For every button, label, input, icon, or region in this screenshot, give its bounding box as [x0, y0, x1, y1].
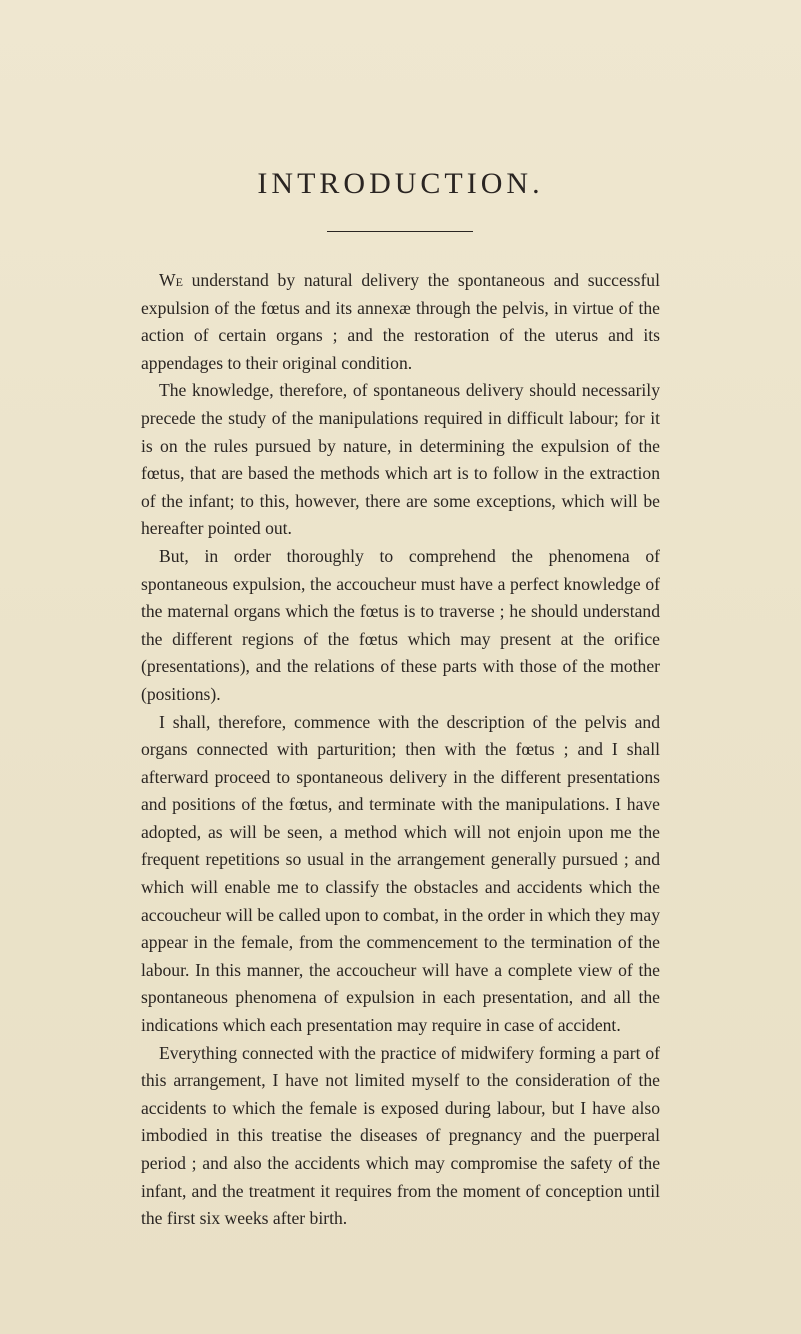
paragraph: [141, 377, 660, 543]
paragraph-text: I shall, therefore, commence with the description of the pelvis and organs connected with parturition; then with the fœtus ; and I shall afterward proceed to spontaneous delivery in the different presentations and positions of the fœtus, and terminate with the manipulations. I have adopted, as will be seen, a method which will not enjoin upon me the frequent repetitions so usual in the arrangement generally pursued ; and which will enable me to classify the obstacles and accidents which the accoucheur will be called upon to combat, in the order in which they may appear in the female, from the commencement to the termination of the labour. In this manner, the accoucheur will have a complete view of the spontaneous phenomena of expulsion in each presentation, and all the indications which each presentation may require in case of accident.: [141, 711, 660, 1036]
paragraph-lead: We: [159, 270, 183, 290]
chapter-title: INTRODUCTION.: [257, 167, 544, 200]
paragraph: [141, 267, 660, 377]
paragraph-text: understand by natural delivery the spontaneous and successful expulsion of the fœtus and its annexæ through the pelvis, in virtue of the action of certain organs ; and the restoration of the uterus and its appendages to their original condition.: [141, 270, 660, 373]
body-text: [141, 267, 660, 1233]
title-rule: [327, 231, 473, 232]
paragraph-text: But, in order thoroughly to comprehend the phenomena of spontaneous expulsion, the accoucheur must have a perfect knowledge of the maternal organs which the fœtus is to traverse ; he should understand the different regions of the fœtus which may present at the orifice (presentations), and the relations of these parts with those of the mother (positions).: [141, 545, 660, 704]
paragraph: [141, 1040, 660, 1233]
paragraph: [141, 543, 660, 709]
paragraph-text: The knowledge, therefore, of spontaneous delivery should necessarily precede the study of the manipulations required in difficult labour; for it is on the rules pursued by nature, in determining the expulsion of the fœtus, that are based the methods which art is to follow in the extraction of the infant; to this, however, there are some exceptions, which will be hereafter pointed out.: [141, 380, 660, 539]
paragraph-text: Everything connected with the practice of midwifery forming a part of this arrangement, I have not limited myself to the consideration of the accidents to which the female is exposed during labour, but I have also imbodied in this treatise the diseases of pregnancy and the puerperal period ; and also the accidents which may compromise the safety of the infant, and the treatment it requires from the moment of conception until the first six weeks after birth.: [141, 1042, 660, 1229]
paragraph: [141, 709, 660, 1040]
